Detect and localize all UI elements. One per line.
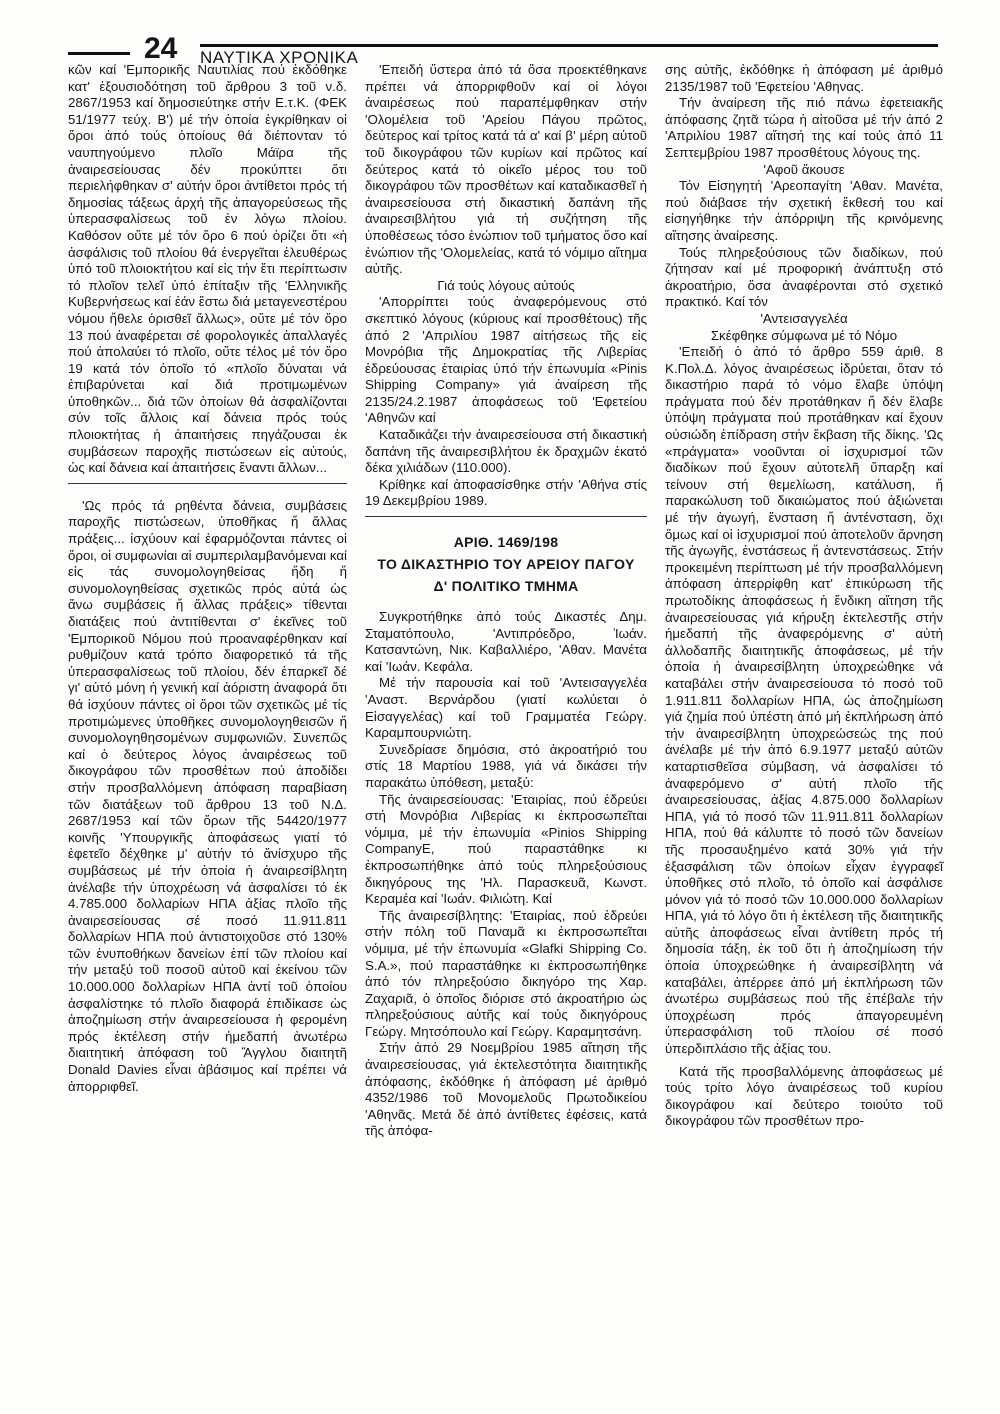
column-divider bbox=[68, 483, 347, 484]
spacer bbox=[365, 597, 647, 609]
paragraph: Τῆς ἀναιρεσίβλητης: 'Εταιρίας, πού ἑδρεύει στήν πόλη τοῦ Παναμᾶ κι ἐκπροσωπεῖται νόμιμα, μέ τήν ἐπωνυμία «Glafki Shipping Co. S.A.», πού παραστάθηκε κι ἐκπροσωπήθηκε ἀπό τόν πληρεξούσιο δικηγόρο της Χαρ. Ζαχαριᾶ, ὁ ὁποῖος διόρισε στό ἀκροατήριο ὡς πληρεξούσιους αὐτῆς καί τούς δικηγόρους Γεώργ. Μητσόπουλο καί Γεώργ. Καραμητσάνη. bbox=[365, 907, 647, 1039]
section-label: Γιά τούς λόγους αὐτούς bbox=[437, 277, 575, 293]
paragraph: Τήν ἀναίρεση τῆς πιό πάνω ἐφετειακῆς ἀπόφασης ζητᾶ τώρα ἡ αἰτοῦσα μέ τήν ἀπό 2 'Απριλίου 1987 αἴτησή της καί τούς ἀπό 11 Σεπτεμβρίου 1987 προσθέτους λόγους της. bbox=[665, 95, 943, 160]
page-number: 24 bbox=[144, 32, 178, 65]
paragraph: Μέ τήν παρουσία καί τοῦ 'Αντεισαγγελέα 'Αναστ. Βερνάρδου (γιατί κωλύεται ὁ Εἰσαγγελέας) καί τοῦ Γραμματέα Γεώργ. Καραμπουρνιώτη. bbox=[365, 675, 647, 741]
header-rule-right bbox=[200, 44, 938, 47]
section-label: 'Αφοῦ ἄκουσε bbox=[763, 161, 845, 177]
paragraph: Κατά τῆς προσβαλλόμενης ἀποφάσεως μέ τούς τρίτο λόγο ἀναιρέσεως τοῦ κυρίου δικογράφου καί δεύτερο τοιούτο τοῦ δικογράφου τῶν προσθέτων προ- bbox=[665, 1063, 943, 1129]
publication-title: ΝΑΥΤΙΚΑ ΧΡΟΝΙΚΑ bbox=[200, 48, 359, 67]
paragraph: Συγκροτήθηκε ἀπό τούς Δικαστές Δημ. Σταματόπουλο, 'Αντιπρόεδρο, Ἰωάν. Κατσαντώνη, Νικ. Καβαλλιέρο, 'Αθαν. Μανέτα καί 'Ιωάν. Κεφάλα. bbox=[365, 609, 647, 674]
chamber-heading: Δ' ΠΟΛΙΤΙΚΟ ΤΜΗΜΑ bbox=[433, 578, 579, 595]
paragraph: 'Επειδή ὁ ἀπό τό ἄρθρο 559 ἀριθ. 8 Κ.Πολ.Δ. λόγος ἀναιρέσεως ἱδρύεται, ὅταν τό δικαστήριο παρά τό νόμο ἔλαβε ὑπόψη πράγματα πού δέν προτάθηκαν ἤ δέν ἔλαβε ὑπόψη πράγματα πού προτάθηκαν καί ἔχουν οὐσιώδη ἐπίδραση στήν ἔκβαση τῆς δίκης. 'Ως «πράγματα» νοοῦνται οἱ ἰσχυρισμοί τῶν διαδίκων πού ἔχουν αὐτοτελῆ ὕπαρξη καί τείνουν στή θεμελίωση, κατάλυση, ἤ παρακώλυση τοῦ δικαιώματος πού ἀξιώνεται μέ τήν ἀγωγή, ἔνσταση ἤ ἀντένσταση, ὄχι ὅμως καί οἱ ἰσχυρισμοί πού ἀποτελοῦν ἄρνηση τῆς ἀγωγῆς, ἐνστάσεως ἤ ἀντενστάσεως. Στήν προκειμένη περίπτωση μέ τήν προσβαλλόμενη ἀπόφαση ἀπερρίφθη κατ' ἐπικύρωση τῆς πρωτοδίκης ἀποφάσεως ἡ ἔνδικη αἴτηση τῆς ἀναιρεσείουσας γιά κήρυξη ἐκτελεστῆς στήν ἡμεδαπή τῆς ἀναφερόμενης σ' αὐτή ἀλλοδαπῆς διαιτητικῆς ἀποφάσεως, μέ τήν ὁποία ἡ ἀναιρεσίβλητη ὑποχρεώθηκε νά καταβάλει στήν ἀναιρεσείουσα τό ποσό τοῦ 1.911.811 δολλαρίων ΗΠΑ, ὡς ἀποζημίωση γιά ζημία πού ὑπέστη ἀπό μή ἐκπλήρωση ἀπό τήν ἀναιρεσίβλητη ὑποχρεώσεώς της πού ἀνέλαβε μέ τήν ἀπό 6.9.1977 μεταξύ αὐτῶν καταρτισθεῖσα σύμβαση, νά ἀσφαλίσει τό ἀναφερόμενο σ' αὐτή πλοῖο τῆς ἀναιρεσείουσας, ἀξίας 4.875.000 δολλαρίων ΗΠΑ, γιά τό ποσό τῶν 11.911.811 δολλαρίων ΗΠΑ, πού θά κάλυπτε τό ποσό τῶν δανείων τῆς προσαυξημένο κατά 30% γιά τήν ἐξασφάλιση τῶν ὁποίων εἶχαν ἐγγραφεῖ ὑποθῆκες στό πλοῖο, τό ὁποῖο καί ἀσφάλισε μόνον γιά τό ποσό τῶν 10.000.000 δολλαρίων ΗΠΑ, γιά τό λόγο ὅτι ἡ ἐκτέλεση τῆς διαιτητικῆς αὐτῆς ἀποφάσεως εἶναι ἀντίθετη πρός τή δημοσία τάξη, ἐκ τοῦ ὅτι ἡ ἀποζημίωση τήν ὁποία ὑποχρεώθηκε ἡ ἀναιρεσίβλητη νά καταβάλει, ἀπέρρεε ἀπό μή ἐκπλήρωση τῶν ἀνωτέρω συμβάσεως πού τῆς ἐπέβαλε τήν ὑποχρέωση πρός ἀπαγορευμένη ὑπερασφάλιση τοῦ πλοίου σέ ποσό ὑπερδιπλάσιο τῆς ἀξίας του. bbox=[665, 344, 943, 1057]
court-heading: ΤΟ ΔΙΚΑΣΤΗΡΙΟ ΤΟΥ ΑΡΕΙΟΥ ΠΑΓΟΥ bbox=[377, 556, 635, 573]
paragraph: 'Απορρίπτει τούς ἀναφερόμενους στό σκεπτικό λόγους (κύριους καί προσθέτους) τῆς ἀπό 2 'Απριλίου 1987 αἰτήσεως τῆς εἰς Μονρόβια τῆς Δημοκρατίας τῆς Λιβερίας ἑδρεύουσας ἑταιρίας ὑπό τήν ἐπωνυμία «Pinis Shipping Company» γιά ἀναίρεση τῆς 2135/24.2.1987 ἀποφάσεως τοῦ 'Εφετείου 'Αθηνῶν καί bbox=[365, 294, 647, 426]
header-rule-left bbox=[68, 52, 130, 55]
section-divider bbox=[365, 516, 647, 517]
paragraph: Συνεδρίασε δημόσια, στό ἀκροατήριό του στίς 18 Μαρτίου 1988, γιά νά δικάσει τήν παρακάτω ὑπόθεση, μεταξύ: bbox=[365, 741, 647, 790]
section-label: 'Αντεισαγγελέα bbox=[760, 310, 848, 326]
paragraph: 'Επειδή ὕστερα ἀπό τά ὅσα προεκτέθηκανε πρέπει νά ἀπορριφθοῦν καί οἱ λόγοι ἀναιρέσεως πού παραπέμφθηκαν στήν 'Ολομέλεια τοῦ 'Αρείου Πάγου πρῶτος, δεύτερος καί τρίτος κατά τά α' καί β' μέρη αὐτοῦ τοῦ δικογράφου τῶν κυρίων καί πρῶτος καί δεύτερος κατά τό οἰκεῖο μέρος του τοῦ δικογράφου τῶν προσθέτων καί καταδικασθεῖ ἡ ἀναιρεσείουσα στή δικαστική δαπάνη τῆς ἀναιρεσιβλήτου γιά τή συζήτηση τῆς ὑποθέσεως τόσο ἐνώπιον τοῦ τμήματος ὅσο καί ἐνώπιον τῆς 'Ολομελείας, κατά τό νόμιμο αἴτημα αὐτῆς. bbox=[365, 62, 647, 277]
paragraph: Στήν ἀπό 29 Νοεμβρίου 1985 αἴτηση τῆς ἀναιρεσείουσας, γιά ἐκτελεστότητα διαιτητικῆς ἀπόφασης, ἐκδόθηκε ἡ ἀπόφαση μέ ἀριθμό 4352/1986 τοῦ Μονομελοῦς Πρωτοδικείου 'Αθηνᾶς. Μετά δέ ἀπό ἀντίθετες ἐφέσεις, κατά τῆς ἀπόφα- bbox=[365, 1040, 647, 1139]
paragraph: Τόν Εἰσηγητή 'Αρεοπαγίτη 'Αθαν. Μανέτα, πού διάβασε τήν σχετική ἔκθεσή του καί εἰσηγήθηκε τήν ἀπόρριψη τῆς κρινόμενης αἴτησης ἀναίρεσης. bbox=[665, 178, 943, 243]
paragraph: Τούς πληρεξούσιους τῶν διαδίκων, πού ζήτησαν καί μέ προφορική ἀνάπτυξη στό ἀκροατήριο, ὅσα ἀναφέρονται στό σχετικό πρακτικό. Καί τόν bbox=[665, 244, 943, 310]
paragraph: Κρίθηκε καί ἀποφασίσθηκε στήν 'Αθήνα στίς 19 Δεκεμβρίου 1989. bbox=[365, 476, 647, 509]
section-label: Σκέφθηκε σύμφωνα μέ τό Νόμο bbox=[710, 327, 898, 343]
paragraph: κῶν καί 'Εμπορικῆς Ναυτιλίας πού ἐκδόθηκε κατ' ἐξουσιοδότηση τοῦ ἄρθρου 3 τοῦ ν.δ. 2867/1953 καί δημοσιεύτηκε στήν Ε.τ.Κ. (ΦΕΚ 51/1977 τεύχ. Β') μέ τήν ὁποία ἐγκρίθηκαν οἱ ὅροι ἀπό τούς ὁποίους θά διέπονταν τό ναυπηγούμενο πλοῖο Μάϊρα τῆς ἀναιρεσείουσας δέν προκύπτει ὅτι περιελήφθηκαν σ' αὐτήν ὅροι ἀντίθετοι πρός τή δημοσίας τάξεως ἀρχή τῆς ἀπαγορεύσεως τῆς ὑπερασφαλίσεως τοῦ ἐν λόγω πλοίου. Καθόσον οὔτε μέ τόν ὅρο 6 πού ὁρίζει ὅτι «ἡ ἀσφάλισις τοῦ πλοίου θά ἐνεργεῖται ἐλευθέρως ὑπό τοῦ πλοιοκτήτου καί εἰς τήν ἔτι περίπτωσιν τό πλοῖον τελεῖ ὑπό ἐπίταξιν τῆς 'Ελληνικῆς Κυβερνήσεως καί ἐάν ἔστω διά μεταγενεστέρου νόμου ἤθελε ὁρισθεῖ ἄλλως», οὔτε μέ τόν ὅρο 13 πού ἀναφέρεται σέ φορολογικές ἀπαλλαγές πού ἀπολαύει τό πλοῖο, οὔτε τέλος μέ τόν ὅρο 19 κατά τόν ὁποῖο τό «πλοῖο δύναται νά ἐπιβαρύνεται καί διά προτιμωμένων ὑποθηκῶν... διά τῶν ὁποίων θά ἀσφαλίζονται σύν τοῖς ἄλλοις καί δάνεια πρός τούς πλοιοκτήτας ἡ ἀπαιτήσεις πηγάζουσαι ἐκ συμβάσεων παροχῆς πιστώσεων εἰς αὐτούς, ὡς καί δάνεια καί ἀπαιτήσεις ἔναντι ἄλλων... bbox=[68, 62, 347, 476]
column-3 bbox=[665, 62, 943, 1130]
paragraph: Καταδικάζει τήν ἀναιρεσείουσα στή δικαστική δαπάνη τῆς ἀναιρεσιβλήτου ἐκ δραχμῶν ἑκατό δέκα χιλιάδων (110.000). bbox=[365, 427, 647, 476]
column-1 bbox=[68, 62, 347, 1095]
decision-number-heading: ΑΡΙΘ. 1469/198 bbox=[453, 534, 559, 551]
column-2 bbox=[365, 62, 647, 1140]
paragraph: σης αὐτῆς, ἐκδόθηκε ἡ ἀπόφαση μέ ἀριθμό 2135/1987 τοῦ 'Εφετείου 'Αθηνας. bbox=[665, 62, 943, 94]
paragraph: Τῆς ἀναιρεσείουσας: 'Εταιρίας, πού ἑδρεύει στή Μονρόβια Λιβερίας κι ἐκπροσωπεῖται νόμιμα, μέ τήν ἐπωνυμία «Pinios Shipping CompanyΕ, πού παραστάθηκε κι ἐκπροσωπήθηκε ἀπό τούς πληρεξούσιους δικηγόρους της 'Ηλ. Παρασκευᾶ, Κωνστ. Κεραμέα καί 'Ιωάν. Φιλιώτη. Καί bbox=[365, 791, 647, 907]
paragraph: 'Ως πρός τά ρηθέντα δάνεια, συμβάσεις παροχῆς πιστώσεων, ὑποθῆκας ἤ ἄλλας πράξεις... ἰσχύουν καί ἐφαρμόζονται πάντες οἱ ὅροι, οἱ συμφωνίαι αἱ συμπεριλαμβανόμεναι καί εἰς τάς συνομολογηθείσας ἤδη ἤ συνομολογηθείσας σχετικῶς πρός αὐτά ὡς ἄνω συμβάσεις ἤ ἄλλας πράξεις» τίθενται διατάξεις πού ἀντιτίθενται σ' ἐκεῖνες τοῦ 'Εμπορικοῦ Νόμου πού προαναφέρθηκαν καί ρυθμίζουν κατά τρόπο διαφορετικό τά τῆς ὑπερασφαλίσεως τοῦ πλοίου, δέν ἐπαρκεῖ δέ γι' αὐτό μόνη ἡ γενική καί ἀόριστη ἀναφορά ὅτι θά ἰσχύουν πάντες οἱ ὅροι τῶν σχετικῶς μέ τίς προτιμώμενες ὑποθῆκες συνομολογηθεισῶν ἤ συνομολογηθησομένων συμφωνιῶν. Συνεπῶς καί ὁ δεύτερος λόγος ἀναιρέσεως τοῦ δικογράφου τῶν προσθέτων πού ἀποδίδει στήν προσβαλλόμενη ἀπόφαση παραβίαση τῶν διατάξεων τοῦ ἄρθρου 13 τοῦ Ν.Δ. 2687/1953 καί τῶν ὅρων τῆς 54420/1977 κοινῆς 'Υπουργικῆς ἀποφάσεως γιατί τό ἐφετεῖο δέχθηκε μ' αὐτήν τό ἄνίσχυρο τῆς συμβάσεως μέ τήν ὁποία ἡ ἀναιρεσίβλητη ἀνέλαβε τήν ὑποχρέωση νά ἀσφαλίσει τό ἐκ 4.785.000 δολλαρίων ΗΠΑ ἀξίας πλοῖο τῆς ἀναιρεσείουσας σέ ποσό 11.911.811 δολλαρίων ΗΠΑ πού ἀντιστοιχοῦσε στό 130% τῶν ἐνυποθήκων δανείων ἐπί τῶν πλοίου καί τήν μεταξύ τοῦ ποσοῦ αὐτοῦ καί ἐκείνου τῶν 10.000.000 δολλαρίων ΗΠΑ ἀντί τοῦ ὁποίου ἀσφαλίστηκε τό πλοῖο διαφορά ἐπιδίκασε ὡς ἀποζημίωση στήν ἀναιρεσείουσα ἡ φερομένη πρός ἐκτέλεση στήν ἡμεδαπή ἀνωτέρω διαιτητική ἀπόφαση τοῦ Ἄγγλου διαιτητῆ Donald Davies εἶναι ἀβάσιμος καί πρέπει νά ἀπορριφθεῖ. bbox=[68, 497, 347, 1094]
